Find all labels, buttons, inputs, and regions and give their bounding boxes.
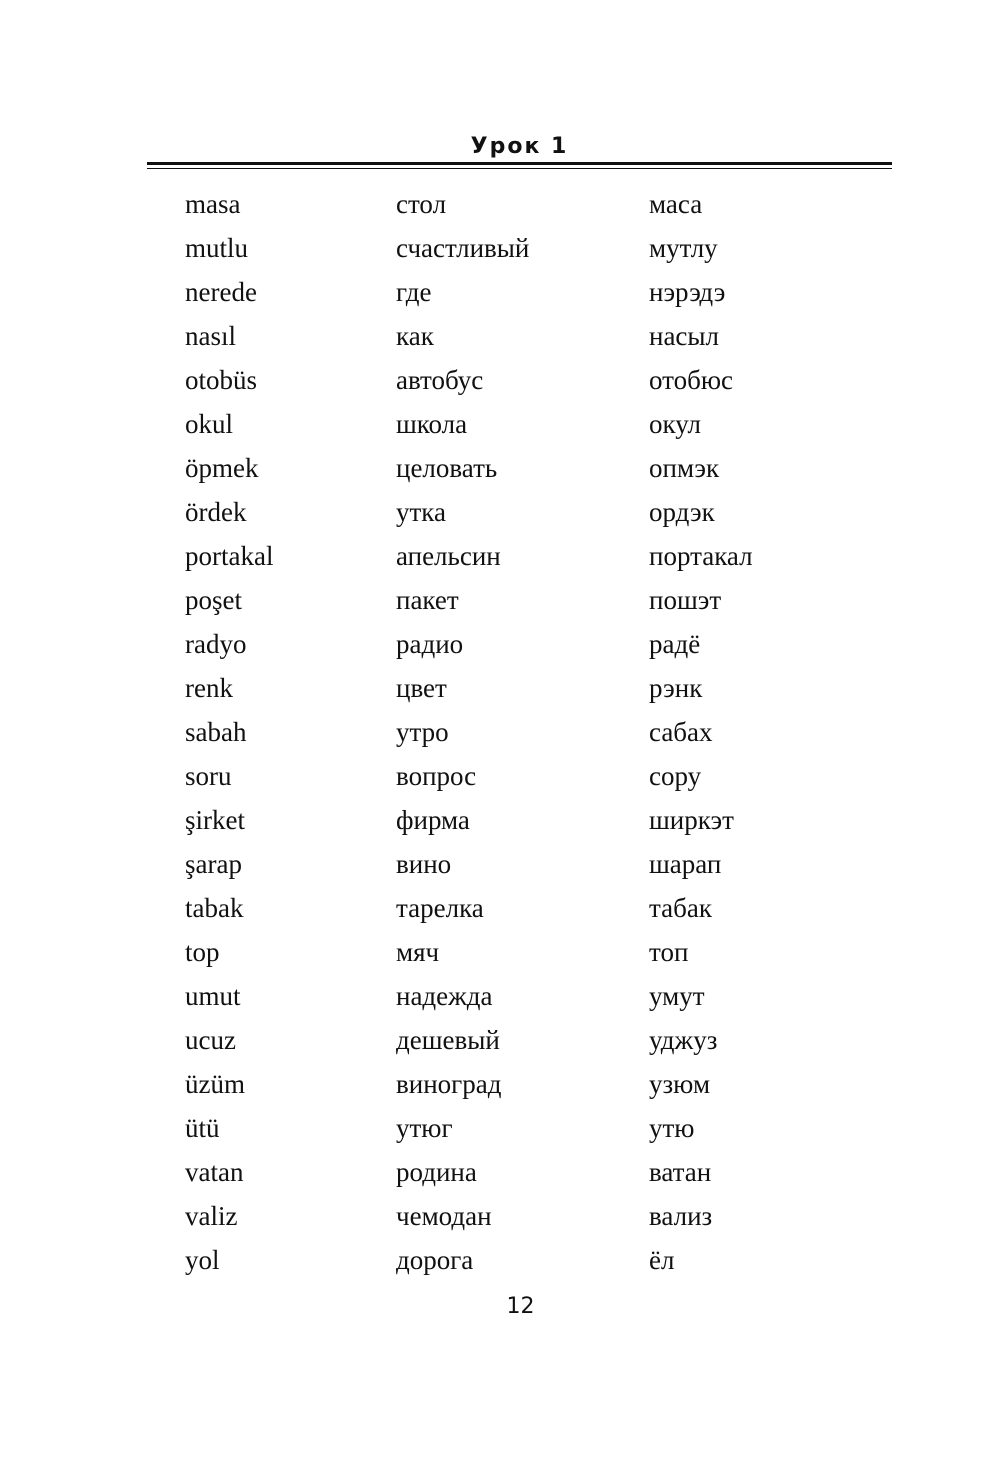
russian-translation: как bbox=[396, 321, 434, 351]
russian-translation: цвет bbox=[396, 673, 447, 703]
transliteration: окул bbox=[649, 409, 702, 439]
vocab-row bbox=[0, 930, 1000, 974]
transliteration: рэнк bbox=[649, 673, 703, 703]
turkish-word: ütü bbox=[185, 1113, 220, 1143]
turkish-word: umut bbox=[185, 981, 241, 1011]
vocab-row bbox=[0, 534, 1000, 578]
vocab-row bbox=[0, 226, 1000, 270]
vocab-row bbox=[0, 578, 1000, 622]
turkish-word: nasıl bbox=[185, 321, 236, 351]
vocab-row bbox=[0, 842, 1000, 886]
transliteration: сору bbox=[649, 761, 702, 791]
transliteration: ватан bbox=[649, 1157, 712, 1187]
vocab-row bbox=[0, 666, 1000, 710]
russian-translation: дорога bbox=[396, 1245, 474, 1275]
russian-translation: стол bbox=[396, 189, 447, 219]
turkish-word: ucuz bbox=[185, 1025, 236, 1055]
turkish-word: portakal bbox=[185, 541, 274, 571]
russian-translation: вино bbox=[396, 849, 452, 879]
russian-translation: дешевый bbox=[396, 1025, 500, 1055]
vocabulary-list bbox=[0, 182, 1000, 1282]
turkish-word: radyo bbox=[185, 629, 247, 659]
transliteration: мутлу bbox=[649, 233, 718, 263]
turkish-word: okul bbox=[185, 409, 234, 439]
russian-translation: чемодан bbox=[396, 1201, 492, 1231]
transliteration: насыл bbox=[649, 321, 720, 351]
vocab-row bbox=[0, 358, 1000, 402]
vocab-row bbox=[0, 490, 1000, 534]
russian-translation: надежда bbox=[396, 981, 493, 1011]
lesson-title: Урок 1 bbox=[470, 134, 569, 159]
turkish-word: top bbox=[185, 937, 220, 967]
turkish-word: otobüs bbox=[185, 365, 258, 395]
turkish-word: sabah bbox=[185, 717, 247, 747]
russian-translation: автобус bbox=[396, 365, 484, 395]
vocab-row bbox=[0, 1194, 1000, 1238]
transliteration: табак bbox=[649, 893, 712, 923]
header-divider-thick bbox=[147, 162, 892, 165]
vocab-row bbox=[0, 622, 1000, 666]
vocab-row bbox=[0, 754, 1000, 798]
russian-translation: вопрос bbox=[396, 761, 477, 791]
transliteration: вализ bbox=[649, 1201, 713, 1231]
page-number: 12 bbox=[506, 1294, 535, 1319]
turkish-word: yol bbox=[185, 1245, 220, 1275]
vocab-row bbox=[0, 270, 1000, 314]
transliteration: опмэк bbox=[649, 453, 720, 483]
transliteration: уджуз bbox=[649, 1025, 718, 1055]
header-divider-thin bbox=[147, 168, 892, 169]
turkish-word: nerede bbox=[185, 277, 257, 307]
russian-translation: целовать bbox=[396, 453, 498, 483]
turkish-word: masa bbox=[185, 189, 241, 219]
russian-translation: радио bbox=[396, 629, 464, 659]
transliteration: нэрэдэ bbox=[649, 277, 726, 307]
vocab-row bbox=[0, 798, 1000, 842]
transliteration: шарап bbox=[649, 849, 722, 879]
transliteration: узюм bbox=[649, 1069, 711, 1099]
turkish-word: öpmek bbox=[185, 453, 259, 483]
vocab-row bbox=[0, 1238, 1000, 1282]
turkish-word: renk bbox=[185, 673, 233, 703]
vocab-row bbox=[0, 1062, 1000, 1106]
russian-translation: фирма bbox=[396, 805, 470, 835]
transliteration: отобюс bbox=[649, 365, 733, 395]
turkish-word: soru bbox=[185, 761, 232, 791]
russian-translation: утюг bbox=[396, 1113, 453, 1143]
vocab-row bbox=[0, 446, 1000, 490]
turkish-word: şarap bbox=[185, 849, 242, 879]
russian-translation: мяч bbox=[396, 937, 440, 967]
turkish-word: mutlu bbox=[185, 233, 249, 263]
turkish-word: ördek bbox=[185, 497, 247, 527]
vocab-row bbox=[0, 182, 1000, 226]
transliteration: ордэк bbox=[649, 497, 715, 527]
turkish-word: tabak bbox=[185, 893, 244, 923]
russian-translation: апельсин bbox=[396, 541, 501, 571]
russian-translation: утро bbox=[396, 717, 449, 747]
russian-translation: тарелка bbox=[396, 893, 484, 923]
russian-translation: пакет bbox=[396, 585, 459, 615]
vocab-row bbox=[0, 1106, 1000, 1150]
transliteration: маса bbox=[649, 189, 703, 219]
vocab-row bbox=[0, 886, 1000, 930]
vocab-row bbox=[0, 1150, 1000, 1194]
transliteration: утю bbox=[649, 1113, 695, 1143]
transliteration: портакал bbox=[649, 541, 753, 571]
russian-translation: школа bbox=[396, 409, 468, 439]
russian-translation: родина bbox=[396, 1157, 477, 1187]
russian-translation: где bbox=[396, 277, 432, 307]
vocab-row bbox=[0, 710, 1000, 754]
transliteration: умут bbox=[649, 981, 705, 1011]
transliteration: радё bbox=[649, 629, 701, 659]
transliteration: топ bbox=[649, 937, 689, 967]
vocab-row bbox=[0, 1018, 1000, 1062]
vocab-row bbox=[0, 402, 1000, 446]
transliteration: ёл bbox=[649, 1245, 675, 1275]
turkish-word: üzüm bbox=[185, 1069, 245, 1099]
turkish-word: şirket bbox=[185, 805, 245, 835]
turkish-word: vatan bbox=[185, 1157, 244, 1187]
vocab-row bbox=[0, 974, 1000, 1018]
russian-translation: виноград bbox=[396, 1069, 502, 1099]
transliteration: ширкэт bbox=[649, 805, 734, 835]
transliteration: сабах bbox=[649, 717, 713, 747]
turkish-word: poşet bbox=[185, 585, 242, 615]
vocab-row bbox=[0, 314, 1000, 358]
russian-translation: утка bbox=[396, 497, 446, 527]
transliteration: пошэт bbox=[649, 585, 722, 615]
russian-translation: счастливый bbox=[396, 233, 530, 263]
turkish-word: valiz bbox=[185, 1201, 238, 1231]
